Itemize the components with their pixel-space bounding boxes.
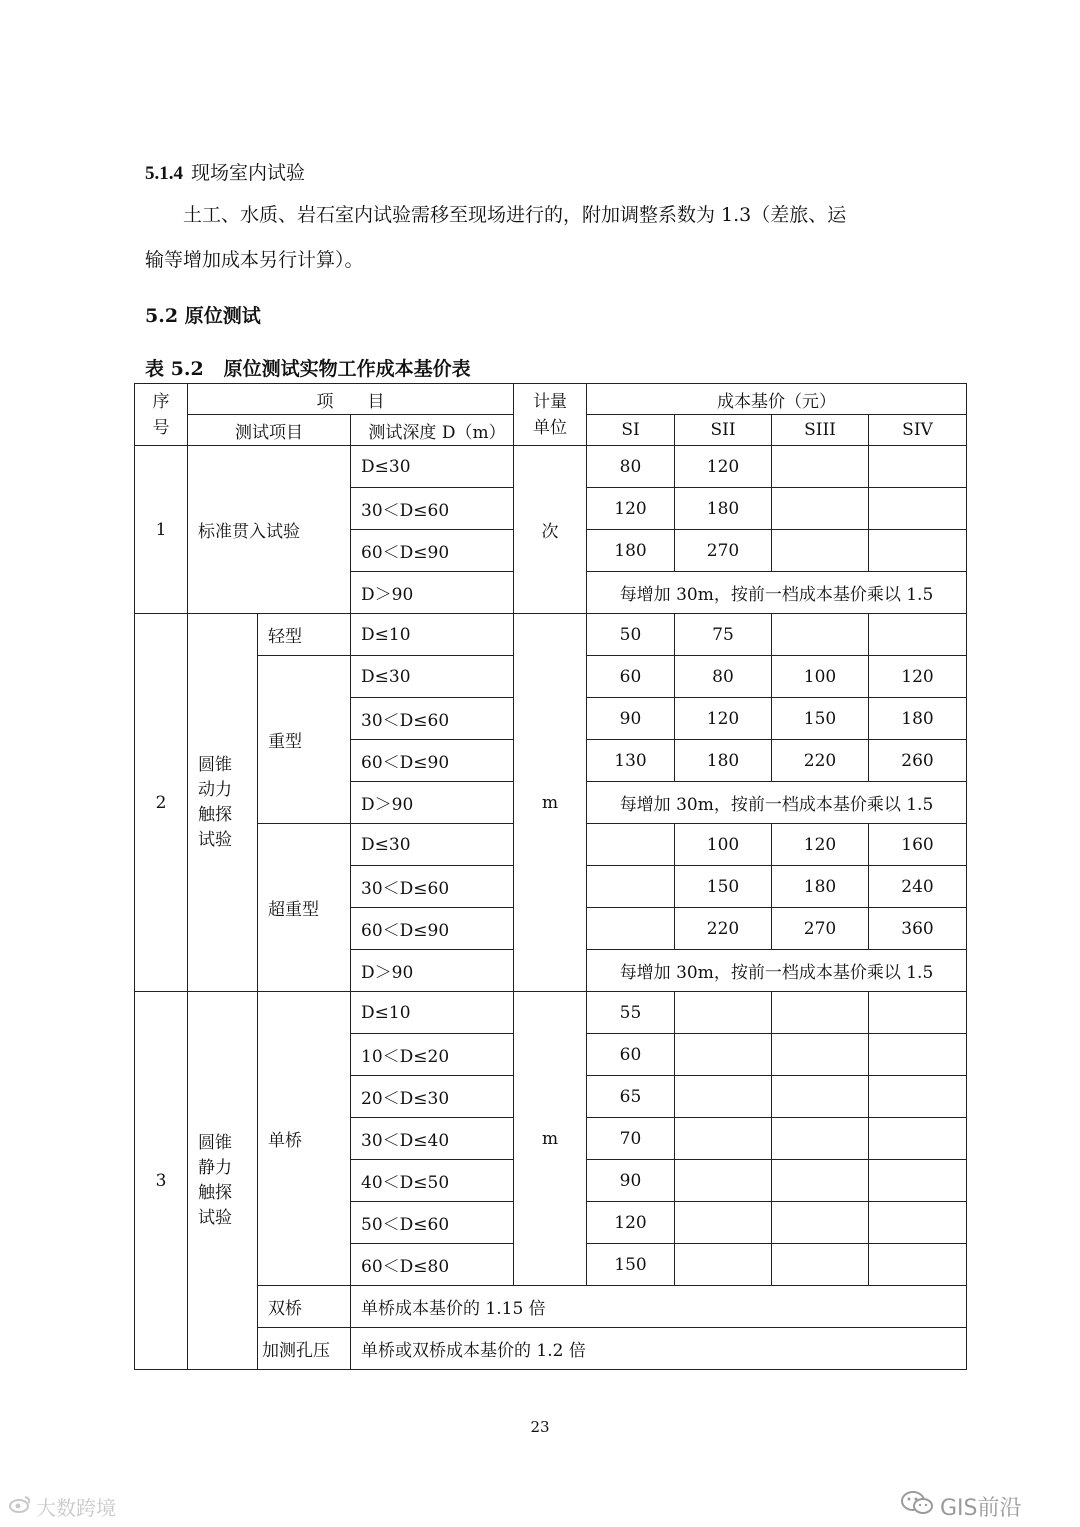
table-caption xyxy=(145,354,471,381)
depth-cell: 30＜D≤40 xyxy=(351,1118,514,1160)
seq-cell: 1 xyxy=(135,446,188,614)
depth-cell: 40＜D≤50 xyxy=(351,1160,514,1202)
increment-note: 每增加 30m，按前一档成本基价乘以 1.5 xyxy=(587,950,967,992)
depth-cell: D≤10 xyxy=(351,992,514,1034)
price-cell xyxy=(772,530,869,572)
unit-cell: 次 xyxy=(514,446,587,614)
price-cell xyxy=(869,1160,967,1202)
price-cell: 180 xyxy=(675,488,772,530)
header-s2: SII xyxy=(675,415,772,446)
price-cell: 120 xyxy=(587,488,675,530)
price-cell xyxy=(675,1202,772,1244)
price-cell xyxy=(772,1076,869,1118)
price-cell: 150 xyxy=(772,698,869,740)
price-cell: 120 xyxy=(869,656,967,698)
depth-cell: D≤30 xyxy=(351,656,514,698)
price-cell: 180 xyxy=(772,866,869,908)
table-row xyxy=(135,1286,967,1328)
price-cell xyxy=(772,992,869,1034)
header-s4: SIV xyxy=(869,415,967,446)
price-cell: 80 xyxy=(675,656,772,698)
price-cell xyxy=(772,1034,869,1076)
depth-cell: D≤30 xyxy=(351,446,514,488)
depth-cell: 50＜D≤60 xyxy=(351,1202,514,1244)
depth-cell: 30＜D≤60 xyxy=(351,488,514,530)
depth-cell: D＞90 xyxy=(351,950,514,992)
price-cell xyxy=(869,1076,967,1118)
price-cell: 70 xyxy=(587,1118,675,1160)
price-cell: 65 xyxy=(587,1076,675,1118)
price-cell: 90 xyxy=(587,1160,675,1202)
price-cell: 120 xyxy=(587,1202,675,1244)
table-row xyxy=(135,992,967,1034)
table-row xyxy=(135,446,967,488)
watermark-left xyxy=(8,1492,116,1521)
depth-cell: D＞90 xyxy=(351,782,514,824)
multiplier-note: 单桥成本基价的 1.15 倍 xyxy=(351,1286,967,1328)
price-cell xyxy=(587,866,675,908)
price-cell: 270 xyxy=(675,530,772,572)
test-name: 圆锥动力触探试验 xyxy=(188,614,258,992)
price-cell xyxy=(587,908,675,950)
depth-cell: D≤30 xyxy=(351,824,514,866)
price-cell: 100 xyxy=(675,824,772,866)
header-depth: 测试深度 D（m） xyxy=(351,415,514,446)
header-s3: SIII xyxy=(772,415,869,446)
price-cell: 270 xyxy=(772,908,869,950)
paragraph-line-1: 土工、水质、岩石室内试验需移至现场进行的，附加调整系数为 1.3（差旅、运 xyxy=(183,204,847,226)
price-cell: 75 xyxy=(675,614,772,656)
price-cell: 120 xyxy=(772,824,869,866)
price-cell xyxy=(675,1244,772,1286)
header-s1: SI xyxy=(587,415,675,446)
header-seq: 序号 xyxy=(135,384,188,446)
price-cell xyxy=(675,1034,772,1076)
header-item: 项 目 xyxy=(188,384,514,415)
page-number: 23 xyxy=(530,1418,550,1436)
price-cell xyxy=(869,614,967,656)
price-cell: 220 xyxy=(675,908,772,950)
price-cell xyxy=(869,446,967,488)
price-cell xyxy=(869,1034,967,1076)
depth-cell: D＞90 xyxy=(351,572,514,614)
multiplier-note: 单桥或双桥成本基价的 1.2 倍 xyxy=(351,1328,967,1370)
subtype-heavy: 重型 xyxy=(258,656,351,824)
seq-cell: 3 xyxy=(135,992,188,1370)
section-title: 原位测试 xyxy=(184,305,261,327)
price-cell: 180 xyxy=(587,530,675,572)
depth-cell: 10＜D≤20 xyxy=(351,1034,514,1076)
table-number: 表 5.2 xyxy=(145,358,204,380)
section-5-2-heading xyxy=(145,301,261,328)
depth-cell: 60＜D≤90 xyxy=(351,530,514,572)
price-cell: 80 xyxy=(587,446,675,488)
subtype-pore-pressure: 加测孔压 xyxy=(258,1328,351,1370)
price-cell: 220 xyxy=(772,740,869,782)
depth-cell: 20＜D≤30 xyxy=(351,1076,514,1118)
section-title: 现场室内试验 xyxy=(191,162,306,184)
price-cell: 240 xyxy=(869,866,967,908)
depth-cell: 30＜D≤60 xyxy=(351,866,514,908)
price-cell xyxy=(772,1202,869,1244)
price-cell xyxy=(772,1160,869,1202)
cost-table xyxy=(134,383,967,1370)
price-cell xyxy=(675,1160,772,1202)
unit-cell: m xyxy=(514,614,587,992)
price-cell xyxy=(869,530,967,572)
depth-cell: 60＜D≤90 xyxy=(351,740,514,782)
wechat-icon xyxy=(900,1490,934,1522)
price-cell: 150 xyxy=(587,1244,675,1286)
depth-cell: D≤10 xyxy=(351,614,514,656)
price-cell: 120 xyxy=(675,698,772,740)
depth-cell: 60＜D≤80 xyxy=(351,1244,514,1286)
section-number: 5.2 xyxy=(145,305,179,327)
seq-cell: 2 xyxy=(135,614,188,992)
section-5-1-4-heading xyxy=(145,158,305,185)
test-name: 标准贯入试验 xyxy=(188,446,351,614)
price-cell xyxy=(772,446,869,488)
price-cell xyxy=(675,992,772,1034)
price-cell: 180 xyxy=(675,740,772,782)
price-cell: 160 xyxy=(869,824,967,866)
price-cell: 360 xyxy=(869,908,967,950)
price-cell xyxy=(869,488,967,530)
increment-note: 每增加 30m，按前一档成本基价乘以 1.5 xyxy=(587,572,967,614)
watermark-right xyxy=(900,1490,1022,1522)
price-cell: 60 xyxy=(587,1034,675,1076)
watermark-left-text: 大数跨境 xyxy=(36,1496,116,1520)
price-cell: 50 xyxy=(587,614,675,656)
price-cell: 180 xyxy=(869,698,967,740)
subtype-super-heavy: 超重型 xyxy=(258,824,351,992)
subtype-light: 轻型 xyxy=(258,614,351,656)
price-cell xyxy=(587,824,675,866)
price-cell: 100 xyxy=(772,656,869,698)
increment-note: 每增加 30m，按前一档成本基价乘以 1.5 xyxy=(587,782,967,824)
test-name: 圆锥静力触探试验 xyxy=(188,992,258,1370)
weibo-icon xyxy=(8,1494,32,1519)
price-cell xyxy=(772,1244,869,1286)
unit-cell: m xyxy=(514,992,587,1286)
header-unit: 计量单位 xyxy=(514,384,587,446)
price-cell xyxy=(772,488,869,530)
section-number: 5.1.4 xyxy=(145,163,183,184)
price-cell xyxy=(869,1244,967,1286)
price-cell xyxy=(869,1202,967,1244)
table-row xyxy=(135,614,967,656)
table-row xyxy=(135,1328,967,1370)
header-row-1 xyxy=(135,384,967,415)
price-cell: 260 xyxy=(869,740,967,782)
table-title: 原位测试实物工作成本基价表 xyxy=(223,358,471,380)
price-cell xyxy=(772,1118,869,1160)
depth-cell: 60＜D≤90 xyxy=(351,908,514,950)
price-cell: 150 xyxy=(675,866,772,908)
price-cell xyxy=(772,614,869,656)
subtype-single-bridge: 单桥 xyxy=(258,992,351,1286)
header-test-item: 测试项目 xyxy=(188,415,351,446)
price-cell: 60 xyxy=(587,656,675,698)
price-cell xyxy=(675,1076,772,1118)
price-cell: 90 xyxy=(587,698,675,740)
price-cell: 120 xyxy=(675,446,772,488)
paragraph-line-2: 输等增加成本另行计算）。 xyxy=(145,249,364,271)
price-cell xyxy=(869,992,967,1034)
subtype-double-bridge: 双桥 xyxy=(258,1286,351,1328)
header-price: 成本基价（元） xyxy=(587,384,967,415)
price-cell xyxy=(869,1118,967,1160)
price-cell: 130 xyxy=(587,740,675,782)
price-cell xyxy=(675,1118,772,1160)
price-cell: 55 xyxy=(587,992,675,1034)
depth-cell: 30＜D≤60 xyxy=(351,698,514,740)
watermark-right-text: GIS前沿 xyxy=(940,1495,1022,1521)
